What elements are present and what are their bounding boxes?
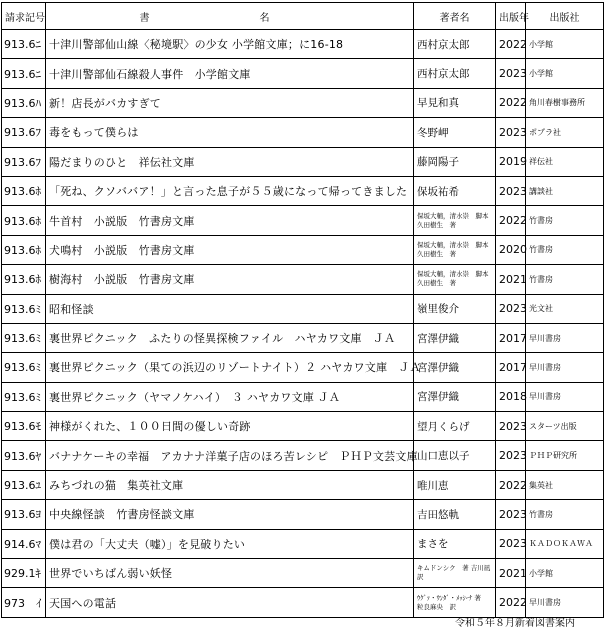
table-row xyxy=(2,176,604,205)
publisher-cell: 角川春樹事務所 xyxy=(526,88,604,117)
publisher-cell: 集英社 xyxy=(526,470,604,499)
author-cell: 宮澤伊織 xyxy=(414,353,496,382)
author-cell: 保坂大輔，清水崇 脚本 久田樹生 著 xyxy=(414,265,496,294)
year-cell: 2023 xyxy=(496,441,526,470)
author-cell: 望月くらげ xyxy=(414,412,496,441)
table-row xyxy=(2,470,604,499)
title-cell: 裏世界ピクニック（果ての浜辺のリゾートナイト）２ ハヤカワ文庫 ＪＡ xyxy=(46,353,414,382)
title-cell: 裏世界ピクニック（ヤマノケハイ） ３ ハヤカワ文庫 ＪＡ xyxy=(46,382,414,411)
call-number-cell: 913.6ﾎ xyxy=(2,265,46,294)
author-cell: 保坂大輔，清水崇 脚本 久田樹生 著 xyxy=(414,235,496,264)
author-cell: 西村京太郎 xyxy=(414,30,496,59)
call-number-cell: 973 ｲ xyxy=(2,588,46,617)
year-cell: 2021 xyxy=(496,265,526,294)
call-number-cell: 913.6ﾖ xyxy=(2,500,46,529)
call-number-cell: 913.6ﾐ xyxy=(2,382,46,411)
author-cell: 藤岡陽子 xyxy=(414,147,496,176)
call-number-cell: 913.6ﾎ xyxy=(2,235,46,264)
year-cell: 2023 xyxy=(496,294,526,323)
table-row xyxy=(2,412,604,441)
year-cell: 2023 xyxy=(496,529,526,558)
title-cell: バナナケーキの幸福 アカナナ洋菓子店のほろ苦レシピ ＰＨＰ文芸文庫 xyxy=(46,441,414,470)
publisher-cell: スターツ出版 xyxy=(526,412,604,441)
year-cell: 2022 xyxy=(496,470,526,499)
year-cell: 2023 xyxy=(496,500,526,529)
publisher-cell: 光文社 xyxy=(526,294,604,323)
table-row xyxy=(2,235,604,264)
table-row xyxy=(2,30,604,59)
new-books-sheet xyxy=(1,2,604,618)
publisher-cell: 講談社 xyxy=(526,176,604,205)
publisher-cell: 小学館 xyxy=(526,59,604,88)
year-cell: 2018 xyxy=(496,382,526,411)
call-number-cell: 913.6ﾕ xyxy=(2,470,46,499)
table-row xyxy=(2,559,604,588)
author-cell: 宮澤伊織 xyxy=(414,382,496,411)
title-cell: 天国への電話 xyxy=(46,588,414,617)
year-cell: 2023 xyxy=(496,412,526,441)
title-cell: 僕は君の「大丈夫（嘘）」を見破りたい xyxy=(46,529,414,558)
publisher-cell: 小学館 xyxy=(526,30,604,59)
author-cell: 宮澤伊織 xyxy=(414,323,496,352)
call-number-cell: 913.6ﾌ xyxy=(2,118,46,147)
publisher-cell: 早川書房 xyxy=(526,588,604,617)
call-number-cell: 913.6ﾊ xyxy=(2,88,46,117)
table-row xyxy=(2,323,604,352)
publisher-cell: ポプラ社 xyxy=(526,118,604,147)
year-cell: 2020 xyxy=(496,235,526,264)
author-cell: 保坂祐希 xyxy=(414,176,496,205)
title-cell: 昭和怪談 xyxy=(46,294,414,323)
year-cell: 2022 xyxy=(496,588,526,617)
header-row xyxy=(2,3,604,30)
table-row xyxy=(2,529,604,558)
call-number-cell: 913.6ﾐ xyxy=(2,294,46,323)
year-cell: 2022 xyxy=(496,30,526,59)
call-number-cell: 913.6ﾐ xyxy=(2,353,46,382)
year-cell: 2022 xyxy=(496,88,526,117)
year-cell: 2023 xyxy=(496,118,526,147)
title-cell: 陽だまりのひと 祥伝社文庫 xyxy=(46,147,414,176)
call-number-cell: 913.6ﾔ xyxy=(2,441,46,470)
year-cell: 2017 xyxy=(496,323,526,352)
author-cell: 唯川恵 xyxy=(414,470,496,499)
header-year: 出版年 xyxy=(496,3,526,30)
author-cell: 嶺里俊介 xyxy=(414,294,496,323)
footer-caption: 令和５年８月新着図書案内 xyxy=(455,618,575,629)
table-row xyxy=(2,382,604,411)
table-row xyxy=(2,441,604,470)
title-cell: 十津川警部仙山線〈秘境駅〉の少女 小学館文庫；に16-18 xyxy=(46,30,414,59)
call-number-cell: 913.6ﾆ xyxy=(2,30,46,59)
publisher-cell: 竹書房 xyxy=(526,235,604,264)
publisher-cell: 小学館 xyxy=(526,559,604,588)
author-cell: 山口恵以子 xyxy=(414,441,496,470)
table-row xyxy=(2,206,604,235)
author-cell: 早見和真 xyxy=(414,88,496,117)
publisher-cell: 竹書房 xyxy=(526,500,604,529)
table-row xyxy=(2,59,604,88)
header-title: 書 名 xyxy=(46,3,414,30)
table-row xyxy=(2,588,604,617)
publisher-cell: ＫＡＤＯＫＡＷＡ xyxy=(526,529,604,558)
table-row xyxy=(2,294,604,323)
title-cell: 新！店長がバカすぎて xyxy=(46,88,414,117)
call-number-cell: 913.6ﾓ xyxy=(2,412,46,441)
header-call-number: 請求記号 xyxy=(2,3,46,30)
title-cell: 神様がくれた、１００日間の優しい奇跡 xyxy=(46,412,414,441)
author-cell: 保坂大輔，清水崇 脚本 久田樹生 著 xyxy=(414,206,496,235)
title-cell: 「死ね、クソババア！」と言った息子が５５歳になって帰ってきました xyxy=(46,176,414,205)
publisher-cell: 早川書房 xyxy=(526,353,604,382)
header-author: 著者名 xyxy=(414,3,496,30)
publisher-cell: 祥伝社 xyxy=(526,147,604,176)
year-cell: 2019 xyxy=(496,147,526,176)
author-cell: ｳｸﾞｧ・ｳﾝﾀﾞ・ﾒｯｼｰﾅ 著 粒良麻央 訳 xyxy=(414,588,496,617)
title-cell: 牛首村 小説版 竹書房文庫 xyxy=(46,206,414,235)
year-cell: 2023 xyxy=(496,59,526,88)
publisher-cell: 早川書房 xyxy=(526,382,604,411)
title-cell: みちづれの猫 集英社文庫 xyxy=(46,470,414,499)
table-row xyxy=(2,118,604,147)
author-cell: 吉田悠軌 xyxy=(414,500,496,529)
year-cell: 2023 xyxy=(496,176,526,205)
title-cell: 樹海村 小説版 竹書房文庫 xyxy=(46,265,414,294)
title-cell: 十津川警部仙石線殺人事件 小学館文庫 xyxy=(46,59,414,88)
year-cell: 2022 xyxy=(496,206,526,235)
year-cell: 2017 xyxy=(496,353,526,382)
call-number-cell: 913.6ﾆ xyxy=(2,59,46,88)
title-cell: 毒をもって僕らは xyxy=(46,118,414,147)
call-number-cell: 913.6ﾎ xyxy=(2,176,46,205)
title-cell: 犬鳴村 小説版 竹書房文庫 xyxy=(46,235,414,264)
table-row xyxy=(2,265,604,294)
call-number-cell: 913.6ﾌ xyxy=(2,147,46,176)
table-row xyxy=(2,353,604,382)
publisher-cell: ＰＨＰ研究所 xyxy=(526,441,604,470)
title-cell: 中央線怪談 竹書房怪談文庫 xyxy=(46,500,414,529)
new-books-table xyxy=(1,2,604,618)
author-cell: 冬野岬 xyxy=(414,118,496,147)
call-number-cell: 913.6ﾐ xyxy=(2,323,46,352)
call-number-cell: 913.6ﾎ xyxy=(2,206,46,235)
year-cell: 2021 xyxy=(496,559,526,588)
title-cell: 裏世界ピクニック ふたりの怪異探検ファイル ハヤカワ文庫 ＪＡ xyxy=(46,323,414,352)
author-cell: 西村京太郎 xyxy=(414,59,496,88)
call-number-cell: 929.1ｷ xyxy=(2,559,46,588)
publisher-cell: 竹書房 xyxy=(526,206,604,235)
call-number-cell: 914.6ﾏ xyxy=(2,529,46,558)
publisher-cell: 早川書房 xyxy=(526,323,604,352)
author-cell: まさを xyxy=(414,529,496,558)
author-cell: キムドンシク 著 吉川凪 訳 xyxy=(414,559,496,588)
title-cell: 世界でいちばん弱い妖怪 xyxy=(46,559,414,588)
table-row xyxy=(2,147,604,176)
table-row xyxy=(2,500,604,529)
table-row xyxy=(2,88,604,117)
header-publisher: 出版社 xyxy=(526,3,604,30)
publisher-cell: 竹書房 xyxy=(526,265,604,294)
